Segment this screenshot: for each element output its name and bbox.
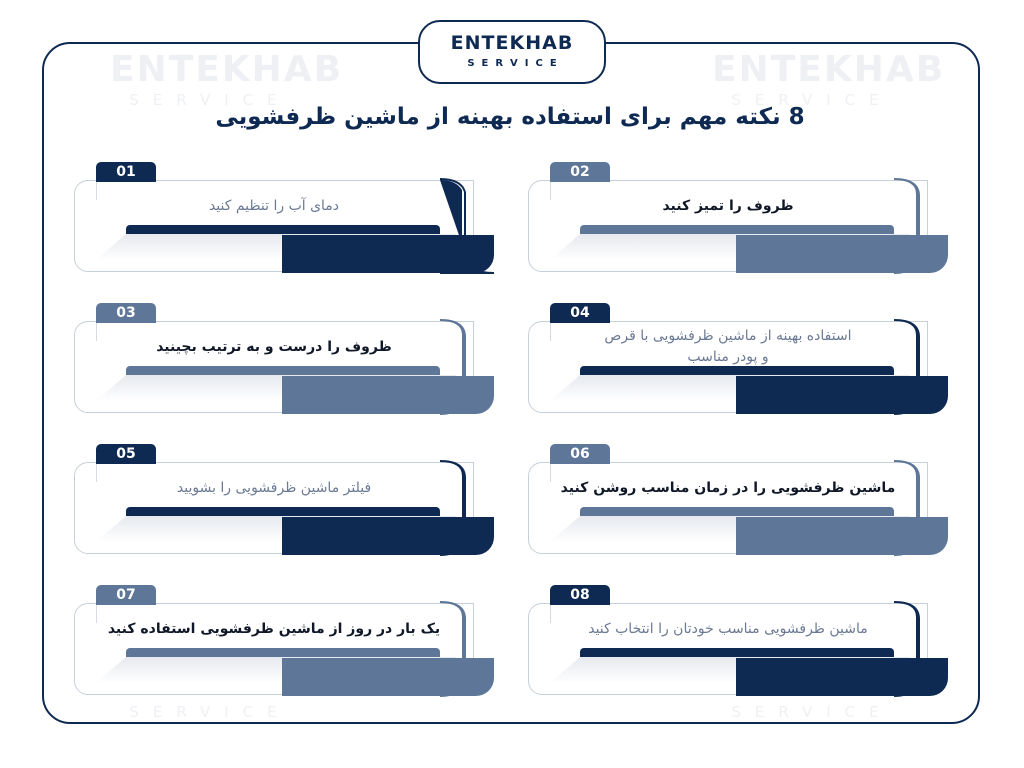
tip-number: 08	[550, 585, 610, 605]
brand-name: ENTEKHAB	[450, 32, 574, 54]
tip-text: ظروف را تمیز کنید	[662, 197, 794, 214]
tip-number: 07	[96, 585, 156, 605]
tip-text: فیلتر ماشین ظرفشویی را بشویید	[176, 479, 372, 496]
tip-card-05	[74, 444, 494, 556]
tip-card-08	[528, 585, 948, 697]
watermark-top-left: ENTEKHAB SERVICE	[110, 49, 344, 109]
tip-number: 02	[550, 162, 610, 182]
watermark-bottom-left: SERVICE	[129, 703, 291, 721]
tip-card-03	[74, 303, 494, 415]
tip-text: دمای آب را تنظیم کنید	[208, 197, 340, 214]
page-title: 8 نکته مهم برای استفاده بهینه از ماشین ظرفشویی	[215, 104, 805, 130]
tip-card-02	[528, 162, 948, 274]
tip-card-07	[74, 585, 494, 697]
tip-text: ظروف را درست و به ترتیب بچینید	[156, 338, 392, 355]
tip-number: 06	[550, 444, 610, 464]
tip-card-06	[528, 444, 948, 556]
tip-number: 04	[550, 303, 610, 323]
tip-card-01	[74, 162, 494, 274]
tip-text: ماشین ظرفشویی را در زمان مناسب روشن کنید	[560, 479, 896, 496]
tip-number: 03	[96, 303, 156, 323]
brand-logo	[418, 20, 606, 84]
tip-text: استفاده بهینه از ماشین ظرفشویی با قرص و پودر مناسب	[604, 328, 852, 365]
watermark-top-right: ENTEKHAB SERVICE	[712, 49, 946, 109]
tip-text: یک بار در روز از ماشین ظرفشویی استفاده کنید	[107, 620, 441, 637]
tip-number: 01	[96, 162, 156, 182]
tip-text: ماشین ظرفشویی مناسب خودتان را انتخاب کنید	[588, 620, 868, 637]
watermark-bottom-right: SERVICE	[731, 703, 893, 721]
tip-number: 05	[96, 444, 156, 464]
brand-sub: SERVICE	[467, 58, 564, 69]
tip-card-04	[528, 303, 948, 415]
